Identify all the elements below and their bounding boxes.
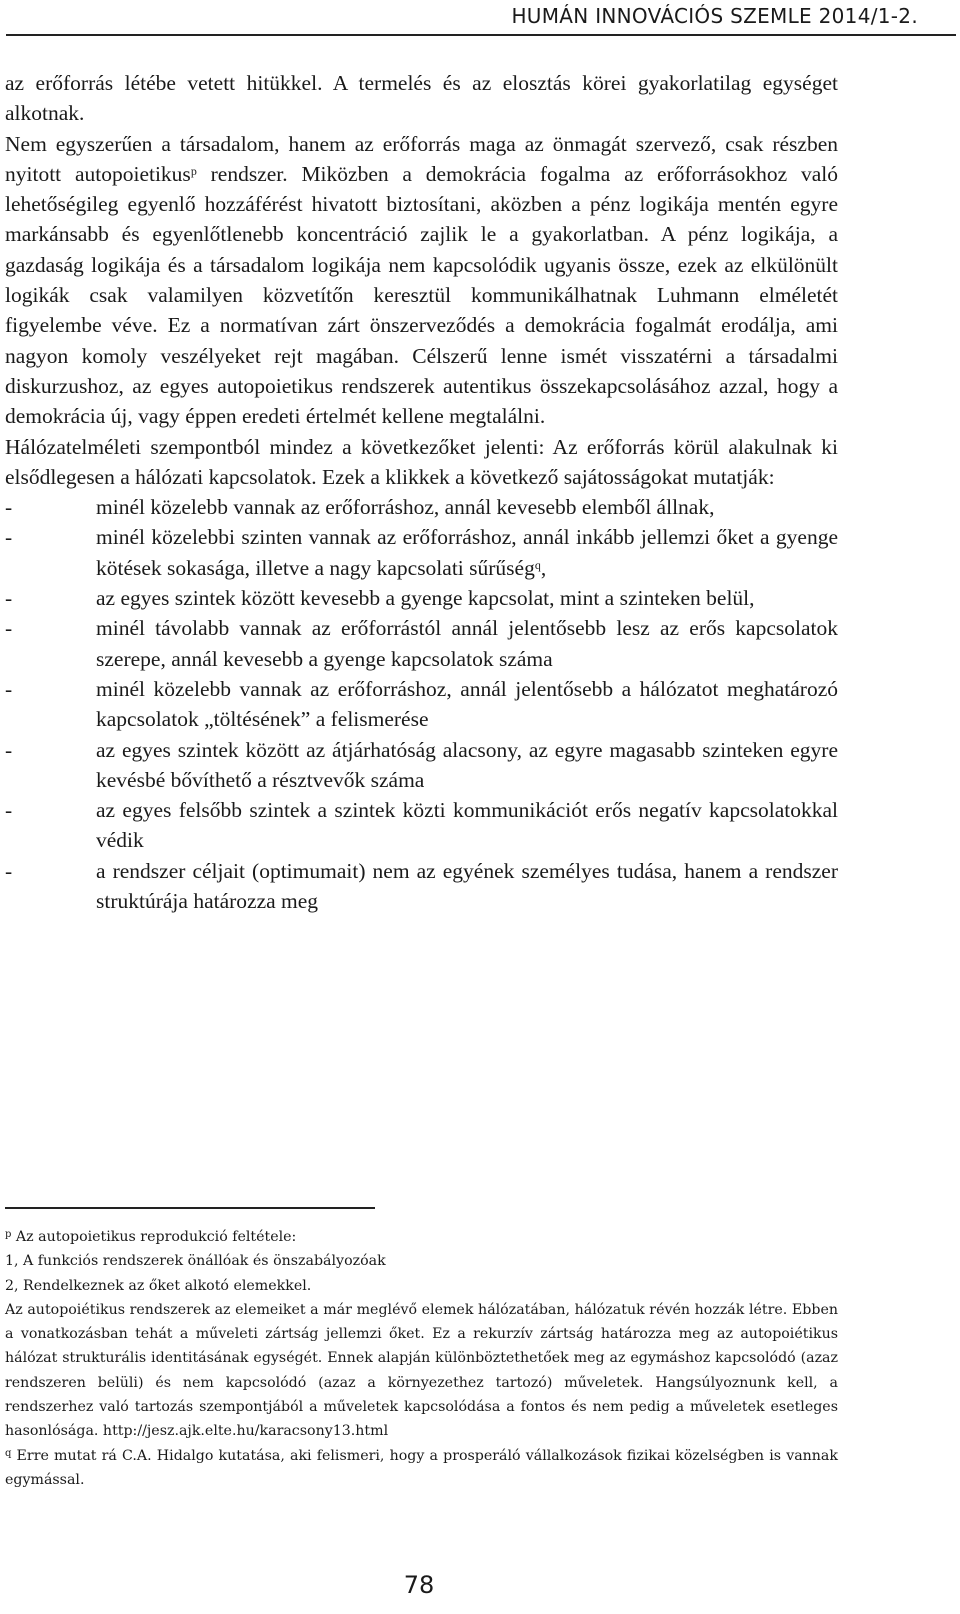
list-item xyxy=(5,674,838,735)
list-item-text: minél közelebb vannak az erőforráshoz, annál jelentősebb a hálózatot meghatározó kapcsolatok „töltésének” a felismerése xyxy=(96,676,838,732)
list-item xyxy=(5,522,838,583)
footnote-p-heading xyxy=(5,1225,838,1249)
dash-marker: - xyxy=(5,858,13,883)
footnote-marker-q: q xyxy=(5,1447,12,1459)
running-header: HUMÁN INNOVÁCIÓS SZEMLE 2014/1-2. xyxy=(511,4,918,28)
dash-marker: - xyxy=(5,798,13,823)
paragraph-1: az erőforrás létébe vetett hitükkel. A termelés és az elosztás körei gyakorlatilag egységet alkotnak. xyxy=(5,71,838,126)
list-item-text: a rendszer céljait (optimumait) nem az egyének személyes tudása, hanem a rendszer struktúrája határozza meg xyxy=(96,858,838,914)
footnote-p-paragraph: Az autopoiétikus rendszerek az elemeiket a már meglévő elemek hálózatában, hálózatuk révén hozzák létre. Ebben a vonatkozásban tehát a műveleti zártság jellemzi őket. Ez a rekurzív zártság határozza meg az autopoiétikus hálózat strukturális identitásának egységét. Ennek alapján különböztethetőek meg az egymáshoz kapcsolódó (azaz rendszeren belüli) és nem kapcsolódó (azaz a környezethez tartozó) műveletek. Hangsúlyoznunk kell, a rendszerhez való tartozás szempontjából a műveletek kapcsolódása a fontos és nem pedig a műveletek esetleges hasonlósága. http://jesz.ajk.elte.hu/karacsony13.html xyxy=(5,1301,838,1440)
paragraph-2-text-b: rendszer. Miközben a demokrácia fogalma az erőforrásokhoz való lehetőségileg egyenlő hozzáférést hivatott biztosítani, aközben a pénz logikája mentén egyre markánsabb és egyenlőtlenebb koncentráció zajlik le a gyakorlatban. A pénz logikája, a gazdaság logikája és a társadalom logikája nem kapcsolódik ugyanis össze, ezek az elkülönült logikák csak valamilyen közvetítőn keresztül kommunikálhatnak Luhmann elméletét figyelembe véve. Ez a normatívan zárt önszerveződés a demokrácia fogalmát erodálja, ami nagyon komoly veszélyeket rejt magában. Célszerű lenne ismét visszatérni a társadalmi diskurzushoz, az egyes autopoietikus rendszerek autentikus összekapcsolásához azzal, hogy a demokrácia új, vagy éppen eredeti értelmét kellene megtalálni. xyxy=(5,161,838,429)
main-text xyxy=(5,68,838,916)
page-number: 78 xyxy=(403,1571,435,1599)
list-item xyxy=(5,583,838,613)
list-item xyxy=(5,795,838,856)
dash-marker: - xyxy=(5,737,13,762)
paragraph-2 xyxy=(5,129,838,432)
dash-marker: - xyxy=(5,586,13,611)
list-item-text: minél közelebbi szinten vannak az erőforráshoz, annál inkább jellemzi őket a gyenge kötések sokasága, illetve a nagy kapcsolati sűrűség xyxy=(96,525,838,580)
list-item-text: az egyes szintek között kevesebb a gyenge kapcsolat, mint a szinteken belül, xyxy=(96,586,755,611)
footnote-p-line-3: 2, Rendelkeznek az őket alkotó elemekkel. xyxy=(5,1277,312,1294)
dash-marker: - xyxy=(5,525,13,550)
footnote-ref-p[interactable]: p xyxy=(190,163,197,178)
footnote-marker-p: p xyxy=(5,1229,12,1240)
list-item-text: minél távolabb vannak az erőforrástól annál jelentősebb lesz az erős kapcsolatok szerepe, annál kevesebb a gyenge kapcsolatok száma xyxy=(96,616,838,671)
paragraph-2-text-a: Nem egyszerűen a társadalom, hanem az erőforrás maga az önmagát szervező, csak részben nyitott autopoietikus xyxy=(5,131,838,186)
list-item xyxy=(5,856,838,917)
paragraph-3: Hálózatelméleti szempontból mindez a következőket jelenti: Az erőforrás körül alakulnak ki elsődlegesen a hálózati kapcsolatok. Ezek a klikkek a következő sajátosságokat mutatják: xyxy=(5,434,838,489)
list-item xyxy=(5,735,838,796)
footnote-q xyxy=(5,1444,838,1493)
footnotes xyxy=(5,1225,838,1492)
list-item-text: az egyes szintek között az átjárhatóság alacsony, az egyre magasabb szinteken egyre kevésbé bővíthető a résztvevők száma xyxy=(96,737,838,792)
footnote-p-line-1: Az autopoietikus reprodukció feltétele: xyxy=(11,1229,297,1245)
dash-marker: - xyxy=(5,495,13,520)
footnote-p-line-2: 1, A funkciós rendszerek önállóak és önszabályozóak xyxy=(5,1253,386,1270)
feature-list xyxy=(5,492,838,916)
footnote-separator xyxy=(5,1207,375,1209)
dash-marker: - xyxy=(5,676,13,701)
list-item xyxy=(5,613,838,674)
list-item-text: minél közelebb vannak az erőforráshoz, annál kevesebb elemből állnak, xyxy=(96,495,715,520)
list-item-text: az egyes felsőbb szintek a szintek közti kommunikációt erős negatív kapcsolatokkal védik xyxy=(96,798,838,853)
dash-marker: - xyxy=(5,616,13,641)
footnote-q-text: Erre mutat rá C.A. Hidalgo kutatása, aki felismeri, hogy a prosperáló vállalkozások fizikai közelségben is vannak egymással. xyxy=(5,1447,838,1488)
header-rule xyxy=(6,34,956,36)
footnote-ref-q[interactable]: q xyxy=(534,557,541,572)
list-item xyxy=(5,492,838,522)
list-item-text-end: , xyxy=(540,555,547,580)
